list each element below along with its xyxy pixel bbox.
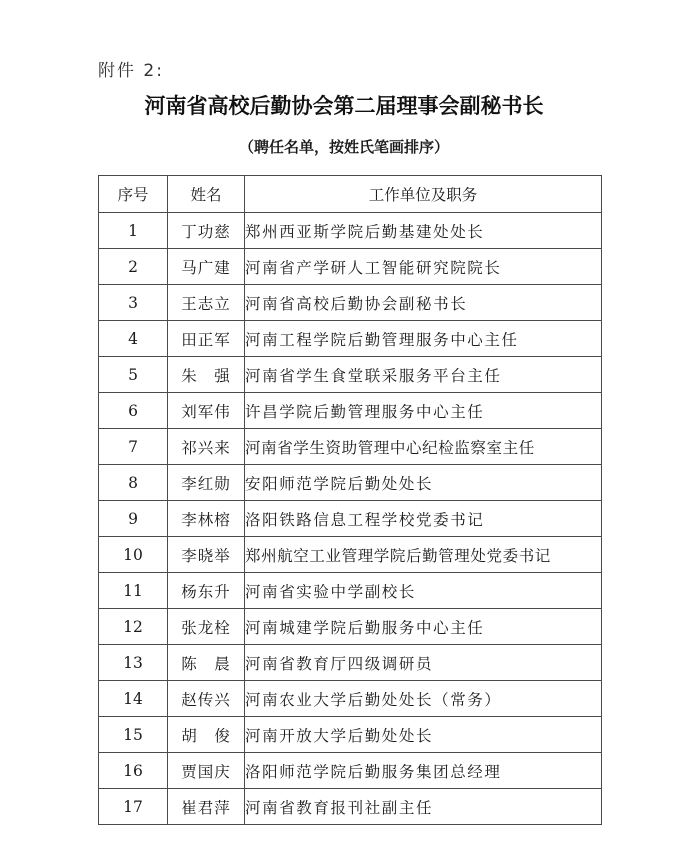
person-name: 胡 俊 bbox=[168, 717, 245, 753]
work-unit-and-position: 河南省教育报刊社副主任 bbox=[245, 789, 602, 825]
work-unit-and-position: 河南开放大学后勤处处长 bbox=[245, 717, 602, 753]
appointment-table bbox=[98, 175, 602, 825]
work-unit-and-position: 河南省教育厅四级调研员 bbox=[245, 645, 602, 681]
row-number: 13 bbox=[99, 645, 168, 681]
person-name: 丁功慈 bbox=[168, 213, 245, 249]
work-unit-and-position: 河南工程学院后勤管理服务中心主任 bbox=[245, 321, 602, 357]
table-row bbox=[99, 465, 602, 501]
table-row bbox=[99, 357, 602, 393]
person-name: 赵传兴 bbox=[168, 681, 245, 717]
table-row bbox=[99, 753, 602, 789]
table-row bbox=[99, 789, 602, 825]
table-row bbox=[99, 501, 602, 537]
row-number: 1 bbox=[99, 213, 168, 249]
column-header-name: 姓名 bbox=[168, 176, 245, 213]
person-name: 崔君萍 bbox=[168, 789, 245, 825]
work-unit-and-position: 郑州航空工业管理学院后勤管理处党委书记 bbox=[245, 537, 602, 573]
column-header-number: 序号 bbox=[99, 176, 168, 213]
attachment-label: 附件 2: bbox=[98, 61, 164, 81]
row-number: 11 bbox=[99, 573, 168, 609]
person-name: 田正军 bbox=[168, 321, 245, 357]
document-subtitle: （聘任名单，按姓氏笔画排序） bbox=[238, 138, 449, 156]
work-unit-and-position: 河南省高校后勤协会副秘书长 bbox=[245, 285, 602, 321]
row-number: 17 bbox=[99, 789, 168, 825]
person-name: 李晓举 bbox=[168, 537, 245, 573]
row-number: 7 bbox=[99, 429, 168, 465]
table-row bbox=[99, 681, 602, 717]
row-number: 3 bbox=[99, 285, 168, 321]
person-name: 马广建 bbox=[168, 249, 245, 285]
table-row bbox=[99, 393, 602, 429]
row-number: 15 bbox=[99, 717, 168, 753]
table-row bbox=[99, 285, 602, 321]
person-name: 李林榕 bbox=[168, 501, 245, 537]
work-unit-and-position: 河南省实验中学副校长 bbox=[245, 573, 602, 609]
row-number: 6 bbox=[99, 393, 168, 429]
table-row bbox=[99, 249, 602, 285]
table-row bbox=[99, 429, 602, 465]
row-number: 16 bbox=[99, 753, 168, 789]
work-unit-and-position: 河南农业大学后勤处处长（常务） bbox=[245, 681, 602, 717]
row-number: 5 bbox=[99, 357, 168, 393]
person-name: 杨东升 bbox=[168, 573, 245, 609]
work-unit-and-position: 河南省学生资助管理中心纪检监察室主任 bbox=[245, 429, 602, 465]
table-row bbox=[99, 213, 602, 249]
row-number: 2 bbox=[99, 249, 168, 285]
row-number: 14 bbox=[99, 681, 168, 717]
document-title: 河南省高校后勤协会第二届理事会副秘书长 bbox=[144, 94, 544, 118]
person-name: 贾国庆 bbox=[168, 753, 245, 789]
column-header-unit: 工作单位及职务 bbox=[245, 176, 602, 213]
row-number: 12 bbox=[99, 609, 168, 645]
work-unit-and-position: 河南省学生食堂联采服务平台主任 bbox=[245, 357, 602, 393]
table-row bbox=[99, 717, 602, 753]
person-name: 祁兴来 bbox=[168, 429, 245, 465]
person-name: 王志立 bbox=[168, 285, 245, 321]
row-number: 10 bbox=[99, 537, 168, 573]
person-name: 刘军伟 bbox=[168, 393, 245, 429]
row-number: 9 bbox=[99, 501, 168, 537]
table-body bbox=[99, 213, 602, 825]
person-name: 李红勋 bbox=[168, 465, 245, 501]
work-unit-and-position: 洛阳师范学院后勤服务集团总经理 bbox=[245, 753, 602, 789]
work-unit-and-position: 洛阳铁路信息工程学校党委书记 bbox=[245, 501, 602, 537]
table-header-row bbox=[99, 176, 602, 213]
work-unit-and-position: 许昌学院后勤管理服务中心主任 bbox=[245, 393, 602, 429]
work-unit-and-position: 河南城建学院后勤服务中心主任 bbox=[245, 609, 602, 645]
person-name: 陈 晨 bbox=[168, 645, 245, 681]
table-row bbox=[99, 609, 602, 645]
work-unit-and-position: 河南省产学研人工智能研究院院长 bbox=[245, 249, 602, 285]
work-unit-and-position: 郑州西亚斯学院后勤基建处处长 bbox=[245, 213, 602, 249]
row-number: 4 bbox=[99, 321, 168, 357]
table-row bbox=[99, 645, 602, 681]
work-unit-and-position: 安阳师范学院后勤处处长 bbox=[245, 465, 602, 501]
person-name: 张龙栓 bbox=[168, 609, 245, 645]
table-row bbox=[99, 321, 602, 357]
person-name: 朱 强 bbox=[168, 357, 245, 393]
table-row bbox=[99, 537, 602, 573]
table-row bbox=[99, 573, 602, 609]
row-number: 8 bbox=[99, 465, 168, 501]
